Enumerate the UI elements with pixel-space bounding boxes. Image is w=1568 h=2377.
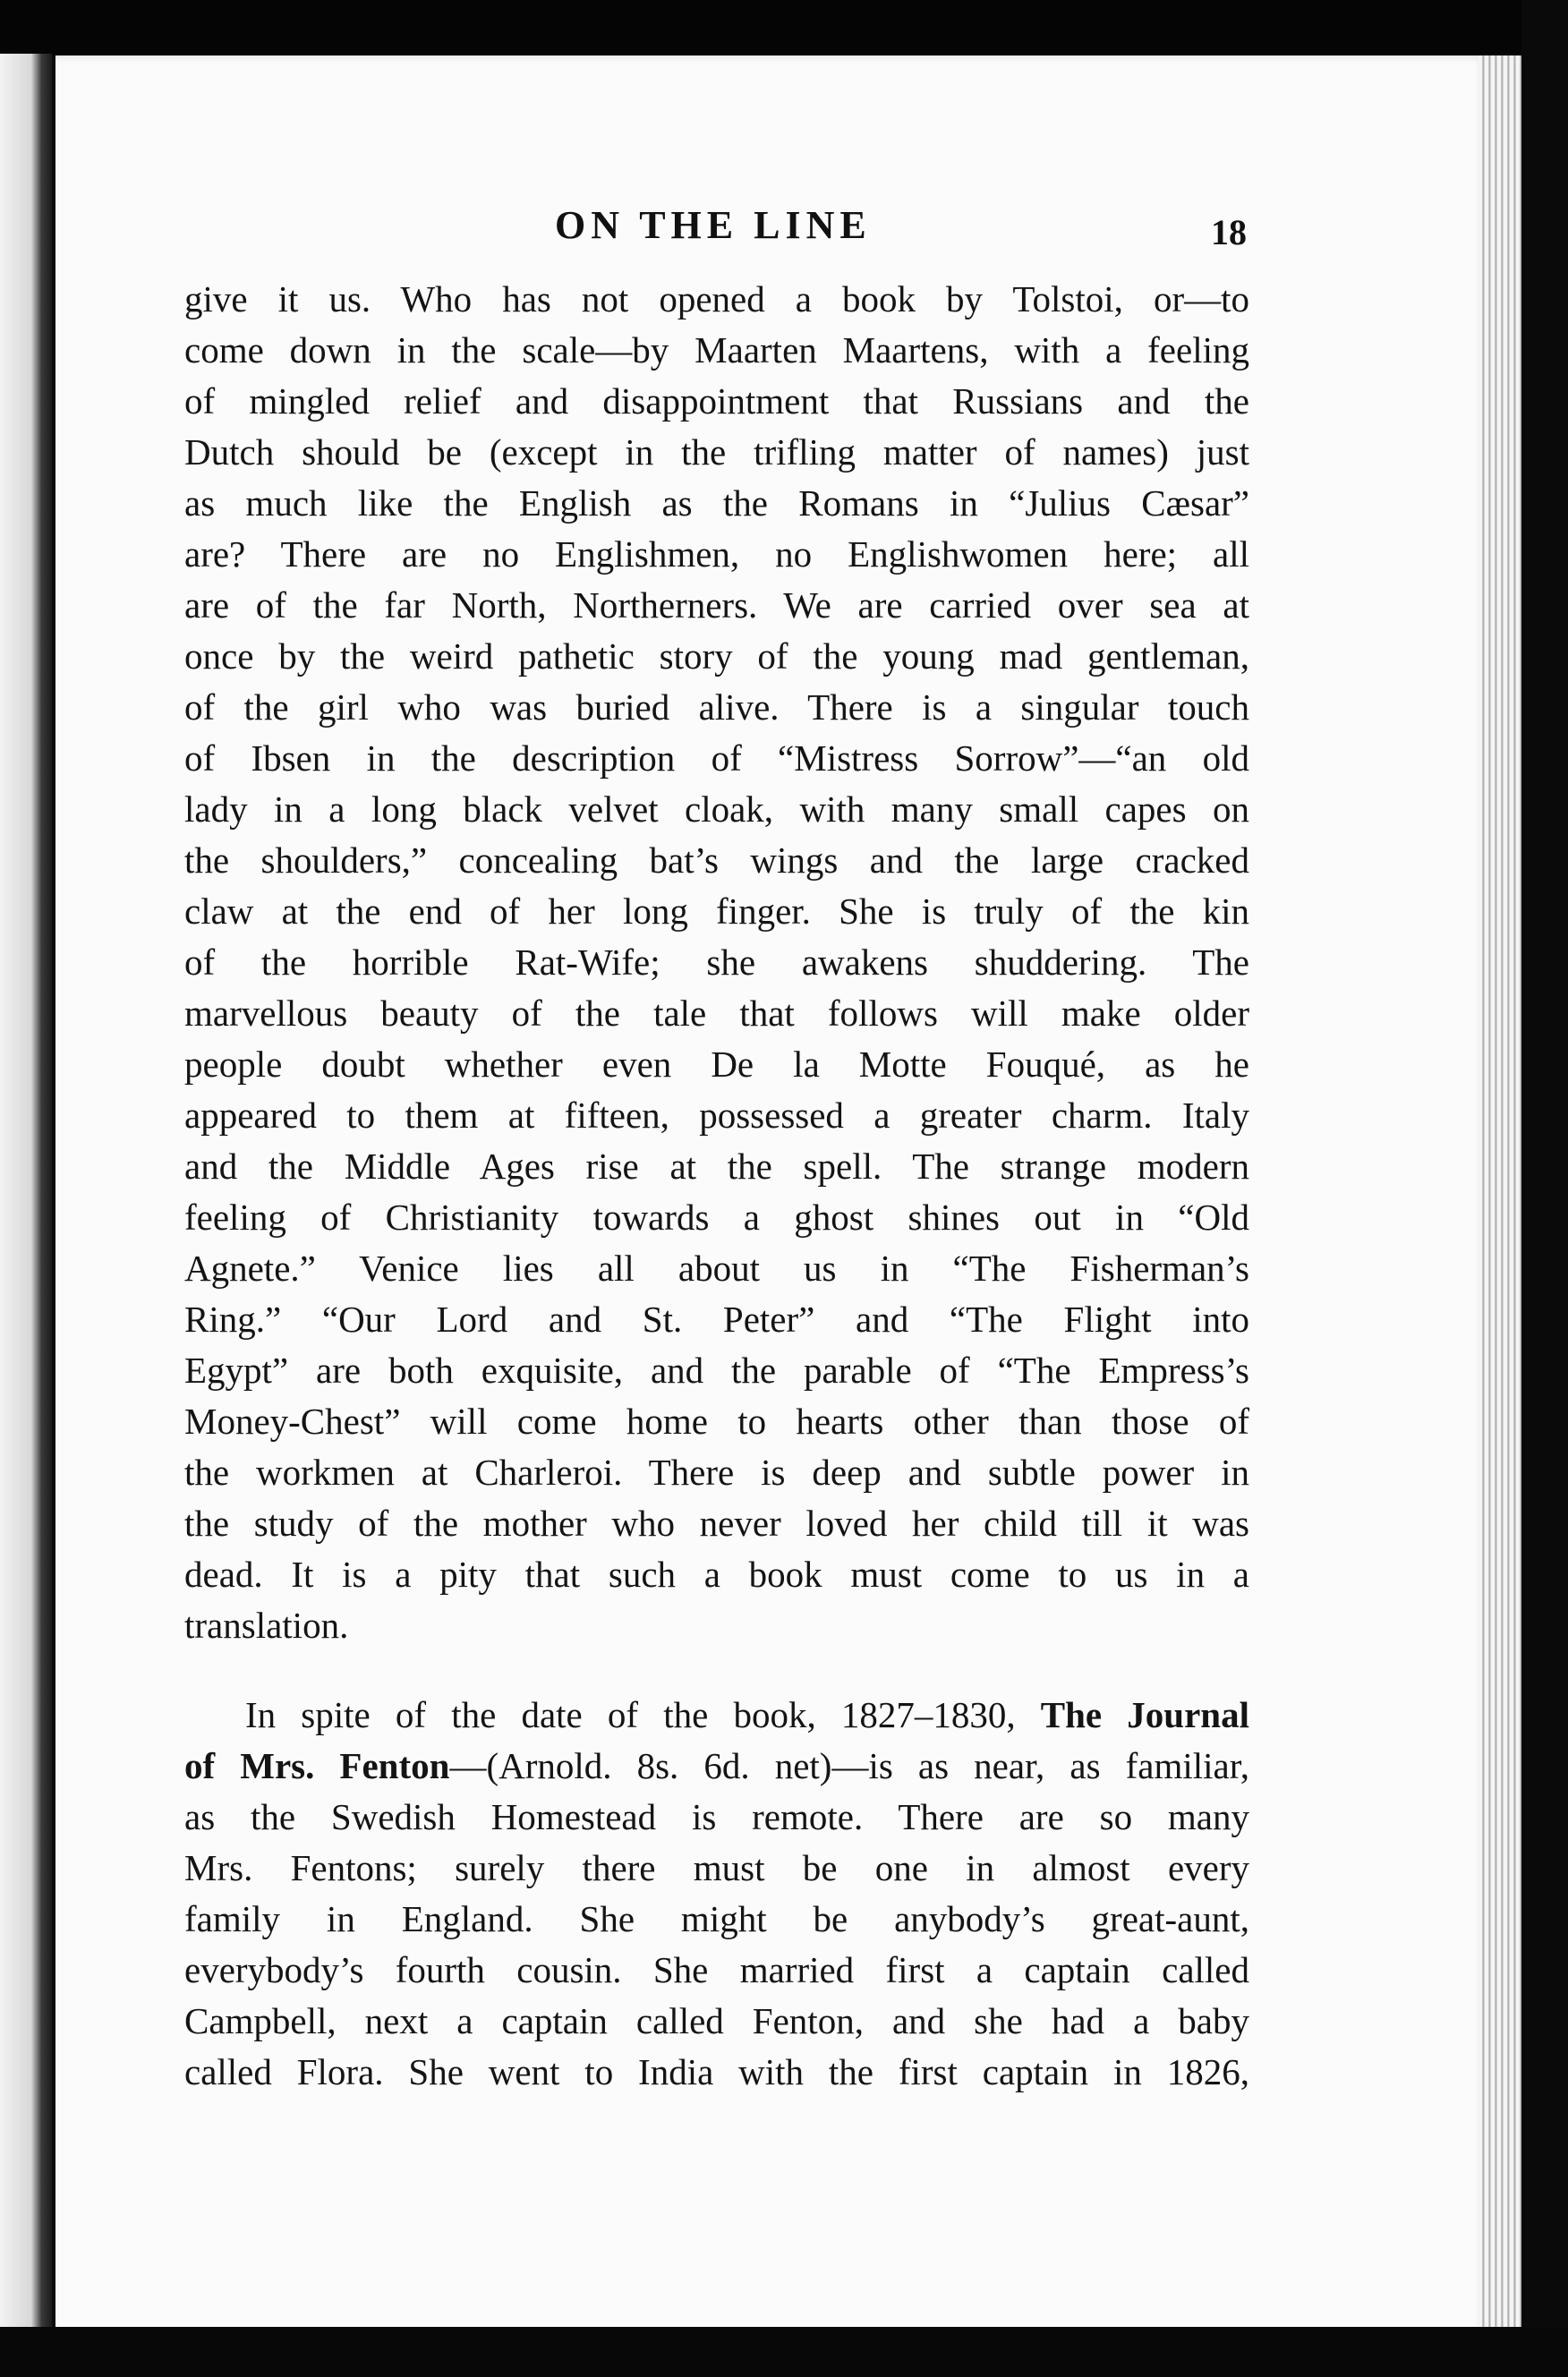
book-title: The Journal [1040,1694,1249,1735]
scan-border-right [1521,0,1568,2377]
left-page-edge [0,54,52,2345]
text-line: feeling of Christianity towards a ghost shines out in “Old [184,1197,1249,1238]
text-line: dead. It is a pity that such a book must come to us in a [184,1554,1249,1595]
text-line: marvellous beauty of the tale that follows will make older [184,993,1249,1034]
text-line: claw at the end of her long finger. She is truly of the kin [184,890,1249,932]
text-line: come down in the scale—by Maarten Maartens, with a feeling [184,329,1249,371]
text-run: In spite of the date of the book, 1827–1830, [245,1694,1041,1735]
text-line: as much like the English as the Romans in “Julius Cæsar” [184,482,1249,524]
text-line: appeared to them at fifteen, possessed a greater charm. Italy [184,1095,1249,1136]
text-line: Agnete.” Venice lies all about us in “The Fisherman’s [184,1248,1249,1289]
text-line: as the Swedish Homestead is remote. There are so many [184,1796,1249,1837]
text-line: translation. [184,1605,349,1646]
text-line: of mingled relief and disappointment that Russians and the [184,380,1249,422]
text-line: Money-Chest” will come home to hearts other than those of [184,1401,1249,1442]
text-line: Ring.” “Our Lord and St. Peter” and “The Flight into [184,1299,1249,1340]
text-line: of the girl who was buried alive. There is a singular touch [184,686,1249,728]
text-line: Mrs. Fentons; surely there must be one in almost every [184,1847,1249,1888]
book-title: of Mrs. Fenton [184,1745,450,1786]
text-line: Dutch should be (except in the trifling matter of names) just [184,431,1249,473]
text-line: once by the weird pathetic story of the young mad gentleman, [184,635,1249,677]
text-run: —(Arnold. 8s. 6d. net)—is as near, as familiar, [449,1745,1249,1786]
paragraph-2 [184,1690,1249,2098]
text-line: Campbell, next a captain called Fenton, and she had a baby [184,2000,1249,2041]
scan-border-top [0,0,1568,55]
text-line: give it us. Who has not opened a book by Tolstoi, or—to [184,278,1249,319]
text-line: family in England. She might be anybody’s great-aunt, [184,1898,1249,1939]
text-line [184,1741,1249,1792]
running-head: ON THE LINE [555,203,872,247]
text-line: lady in a long black velvet cloak, with many small capes on [184,788,1249,830]
text-line: of Ibsen in the description of “Mistress Sorrow”—“an old [184,737,1249,779]
text-line: the shoulders,” concealing bat’s wings and the large cracked [184,839,1249,881]
paragraph-1 [184,274,1249,1651]
text-line: Egypt” are both exquisite, and the parable of “The Empress’s [184,1350,1249,1391]
text-line [184,1690,1249,1741]
text-line: people doubt whether even De la Motte Fouqué, as he [184,1044,1249,1085]
text-line: of the horrible Rat-Wife; she awakens shuddering. The [184,941,1249,983]
text-line: called Flora. She went to India with the first captain in 1826, [184,2051,1249,2092]
text-line: the workmen at Charleroi. There is deep and subtle power in [184,1452,1249,1493]
text-line: the study of the mother who never loved her child till it was [184,1503,1249,1544]
text-line: are of the far North, Northerners. We are carried over sea at [184,584,1249,626]
page-number: 18 [1211,212,1247,252]
text-line: and the Middle Ages rise at the spell. The strange modern [184,1146,1249,1187]
scan-border-bottom [0,2327,1568,2377]
page-stack-edge [1479,55,1521,2347]
text-line: everybody’s fourth cousin. She married first a captain called [184,1949,1249,1990]
text-line: are? There are no Englishmen, no Englishwomen here; all [184,533,1249,575]
